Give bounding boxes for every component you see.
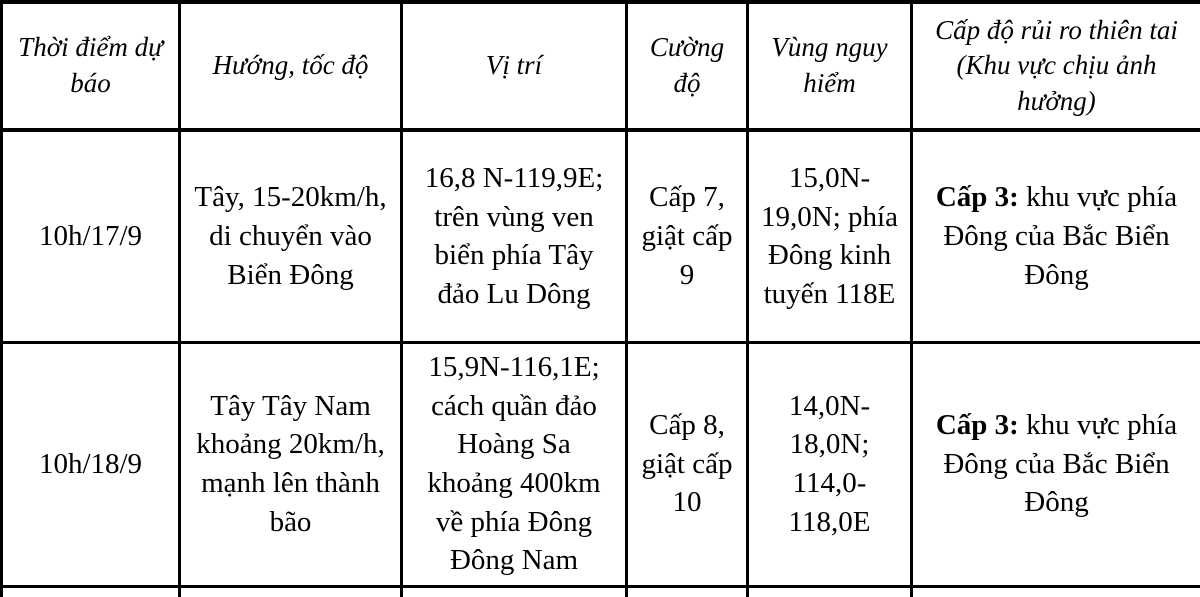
risk-level-label: Cấp 3: <box>935 409 1019 442</box>
cell-cut-off <box>912 586 1200 597</box>
col-header-forecast-time: Thời điểm dự báo <box>2 2 180 130</box>
cell-cut-off <box>748 586 912 597</box>
risk-level-label: Cấp 3: <box>935 181 1019 214</box>
col-header-risk-level: Cấp độ rủi ro thiên tai (Khu vực chịu ảnh hưởng) <box>912 2 1200 130</box>
risk-level-text: khu vực phía Đông của Bắc Biển Đông <box>943 181 1178 291</box>
cell-risk-level <box>912 130 1200 342</box>
cell-forecast-time: 10h/17/9 <box>2 130 180 342</box>
cell-forecast-time: 10h/18/9 <box>2 342 180 586</box>
cell-danger-zone: 15,0N-19,0N; phía Đông kinh tuyến 118E <box>748 130 912 342</box>
table-row <box>2 130 1200 342</box>
cell-position: 15,9N-116,1E; cách quần đảo Hoàng Sa khoảng 400km về phía Đông Đông Nam <box>402 342 627 586</box>
cell-risk-level <box>912 342 1200 586</box>
cell-direction-speed: Tây, 15-20km/h, di chuyển vào Biển Đông <box>180 130 402 342</box>
col-header-direction-speed: Hướng, tốc độ <box>180 2 402 130</box>
table-row-cut-off <box>2 586 1200 597</box>
cell-intensity: Cấp 7, giật cấp 9 <box>627 130 748 342</box>
risk-level-text: khu vực phía Đông của Bắc Biển Đông <box>943 409 1178 519</box>
cell-cut-off <box>180 586 402 597</box>
header-row <box>2 2 1200 130</box>
col-header-danger-zone: Vùng nguy hiểm <box>748 2 912 130</box>
cell-direction-speed: Tây Tây Nam khoảng 20km/h, mạnh lên thành bão <box>180 342 402 586</box>
table-row <box>2 342 1200 586</box>
cell-position: 16,8 N-119,9E; trên vùng ven biển phía Tây đảo Lu Dông <box>402 130 627 342</box>
cell-cut-off <box>627 586 748 597</box>
cell-danger-zone: 14,0N-18,0N; 114,0-118,0E <box>748 342 912 586</box>
col-header-intensity: Cường độ <box>627 2 748 130</box>
col-header-position: Vị trí <box>402 2 627 130</box>
cell-cut-off <box>402 586 627 597</box>
cell-cut-off <box>2 586 180 597</box>
cell-intensity: Cấp 8, giật cấp 10 <box>627 342 748 586</box>
